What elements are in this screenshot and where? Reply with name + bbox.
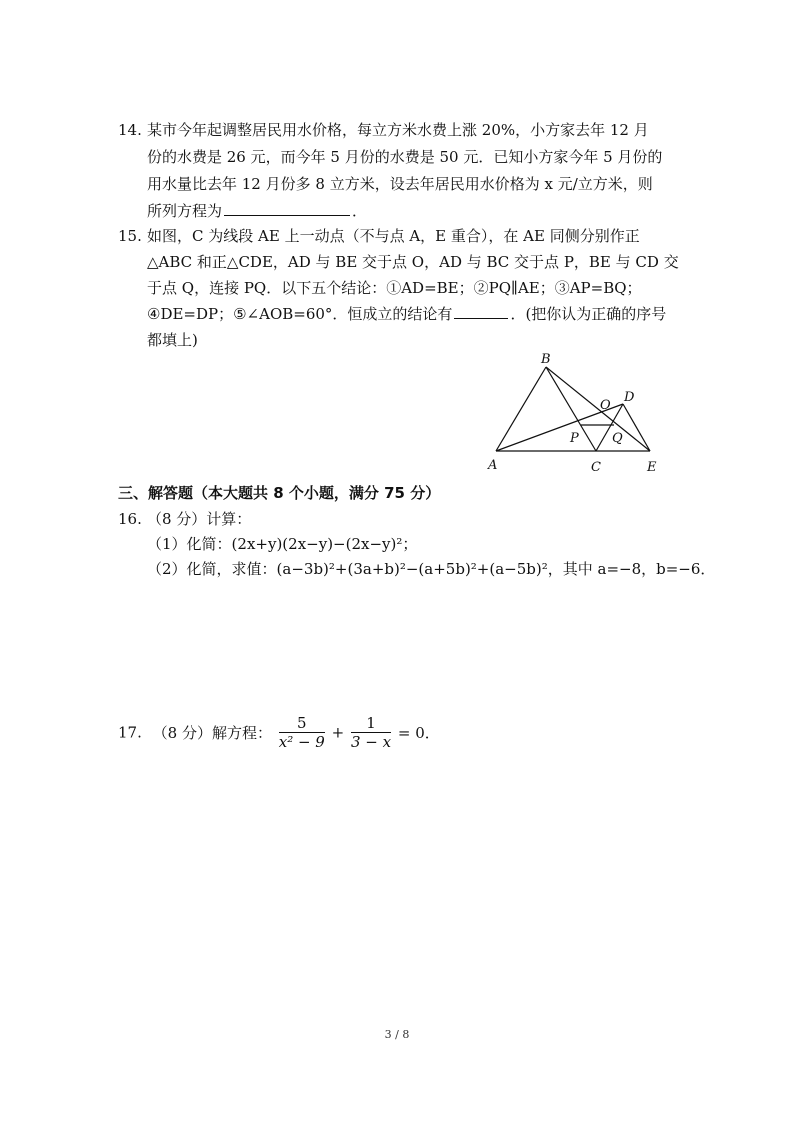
question-number: 15. xyxy=(118,227,142,245)
label-p: P xyxy=(570,431,579,446)
question-number: 14. xyxy=(118,121,142,139)
question-text-fragment: ④DE=DP；⑤∠AOB=60°．恒成立的结论有 xyxy=(147,305,453,323)
question-text-line: 某市今年起调整居民用水价格，每立方米水费上涨 20%，小方家去年 12 月 xyxy=(147,121,649,139)
label-o: O xyxy=(600,398,611,413)
section-heading: 三、解答题（本大题共 8 个小题，满分 75 分） xyxy=(118,484,441,502)
segment-be xyxy=(546,367,650,451)
fraction-numerator: 1 xyxy=(351,714,391,733)
label-q: Q xyxy=(612,431,623,446)
question-text-line: 都填上) xyxy=(147,331,198,349)
question-text-line: 于点 Q，连接 PQ．以下五个结论：①AD=BE；②PQ∥AE；③AP=BQ； xyxy=(147,279,642,297)
segment-ab xyxy=(496,367,546,451)
label-d: D xyxy=(624,390,635,405)
question-text-line xyxy=(147,200,367,222)
label-e: E xyxy=(647,460,657,475)
fraction-denominator: x² − 9 xyxy=(278,733,325,751)
question-text-fragment: （8 分）解方程： xyxy=(152,724,272,742)
question-text-line xyxy=(147,303,666,325)
label-b: B xyxy=(541,352,551,367)
segment-de xyxy=(623,404,650,451)
question-number: 16. xyxy=(118,510,142,528)
page-number: 3 / 8 xyxy=(384,1028,410,1041)
label-a: A xyxy=(488,458,498,473)
fraction-denominator: 3 − x xyxy=(351,733,392,751)
answer-blank[interactable] xyxy=(454,304,508,319)
question-number: 17. xyxy=(118,723,142,742)
equation-tail: = 0． xyxy=(397,724,440,742)
question-text-line: 份的水费是 26 元，而今年 5 月份的水费是 50 元．已知小方家今年 5 月份的 xyxy=(147,148,663,166)
plus-sign: + xyxy=(331,723,345,742)
sub-question: （1）化简：(2x+y)(2x−y)−(2x−y)²； xyxy=(147,535,418,553)
answer-blank[interactable] xyxy=(224,201,350,216)
question-text-line: 用水量比去年 12 月份多 8 立方米，设去年居民用水价格为 x 元/立方米，则 xyxy=(147,175,653,193)
label-c: C xyxy=(591,460,601,475)
question-text-fragment: ．(把你认为正确的序号 xyxy=(510,305,667,323)
question-text-line: △ABC 和正△CDE，AD 与 BE 交于点 O，AD 与 BC 交于点 P，BE 与 CD 交 xyxy=(147,253,679,271)
question-text-fragment: ． xyxy=(352,202,368,220)
geometry-figure xyxy=(480,345,680,480)
question-text-line: 如图，C 为线段 AE 上一动点（不与点 A，E 重合），在 AE 同侧分别作正 xyxy=(147,227,640,245)
fraction xyxy=(351,714,391,751)
sub-question: （2）化简，求值：(a−3b)²+(3a+b)²−(a+5b)²+(a−5b)²，其中 a=−8，b=−6． xyxy=(147,560,716,578)
fraction xyxy=(279,714,325,751)
question-text-line: （8 分）计算： xyxy=(147,510,252,528)
question-text-fragment: 所列方程为 xyxy=(147,202,223,220)
fraction-numerator: 5 xyxy=(279,714,325,733)
question-17 xyxy=(118,714,440,751)
